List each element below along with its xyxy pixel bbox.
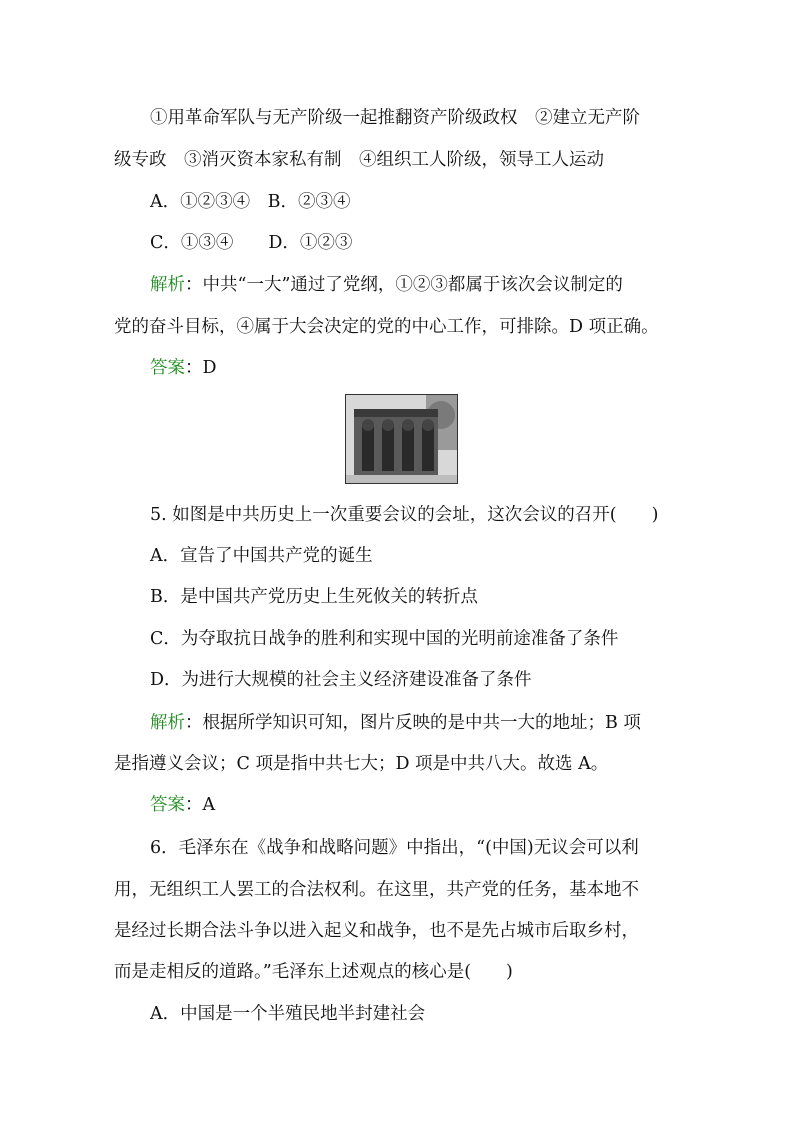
answer-label: 答案 <box>150 795 185 815</box>
q5-option-b: B．是中国共产党历史上生死攸关的转折点 <box>150 587 478 607</box>
building-photo-illustration <box>346 395 457 483</box>
answer-label: 答案 <box>150 358 185 378</box>
analysis-text: ：中共“一大”通过了党纲，①②③都属于该次会议制定的 <box>185 275 623 295</box>
q5-option-c: C．为夺取抗日战争的胜利和实现中国的光明前途准备了条件 <box>150 629 619 649</box>
q4-analysis-line2: 党的奋斗目标，④属于大会决定的党的中心工作，可排除。D 项正确。 <box>114 317 659 337</box>
q4-stem-line1: ①用革命军队与无产阶级一起推翻资产阶级政权 ②建立无产阶 <box>150 108 640 128</box>
analysis-label: 解析 <box>150 713 185 733</box>
q5-answer <box>150 793 215 817</box>
q4-analysis-line1 <box>150 273 623 297</box>
q4-stem-line2: 级专政 ③消灭资本家私有制 ④组织工人阶级，领导工人运动 <box>114 150 604 170</box>
answer-value: ：A <box>185 795 216 815</box>
q6-stem-line2: 用，无组织工人罢工的合法权利。在这里，共产党的任务，基本地不 <box>114 880 639 900</box>
q5-option-a: A．宣告了中国共产党的诞生 <box>150 546 373 566</box>
q4-options-cd: C．①③④ D．①②③ <box>150 233 353 253</box>
q4-answer <box>150 356 217 380</box>
q5-analysis-line2: 是指遵义会议；C 项是指中共七大；D 项是中共八大。故选 A。 <box>114 754 609 774</box>
q6-stem-line3: 是经过长期合法斗争以进入起义和战争，也不是先占城市后取乡村， <box>114 921 639 941</box>
q4-options-ab: A．①②③④ B．②③④ <box>150 192 351 212</box>
q6-stem-line4: 而是走相反的道路。”毛泽东上述观点的核心是( ) <box>114 962 513 982</box>
q6-option-a: A．中国是一个半殖民地半封建社会 <box>150 1004 426 1024</box>
q5-option-d: D．为进行大规模的社会主义经济建设准备了条件 <box>150 670 532 690</box>
q5-analysis-line1 <box>150 711 641 735</box>
analysis-label: 解析 <box>150 275 185 295</box>
q5-stem: 5. 如图是中共历史上一次重要会议的会址，这次会议的召开( ) <box>150 505 659 525</box>
answer-value: ：D <box>185 358 217 378</box>
q6-stem-line1: 6．毛泽东在《战争和战略问题》中指出，“(中国)无议会可以利 <box>150 838 639 858</box>
meeting-site-photo <box>345 394 458 484</box>
analysis-text: ：根据所学知识可知，图片反映的是中共一大的地址；B 项 <box>185 713 641 733</box>
